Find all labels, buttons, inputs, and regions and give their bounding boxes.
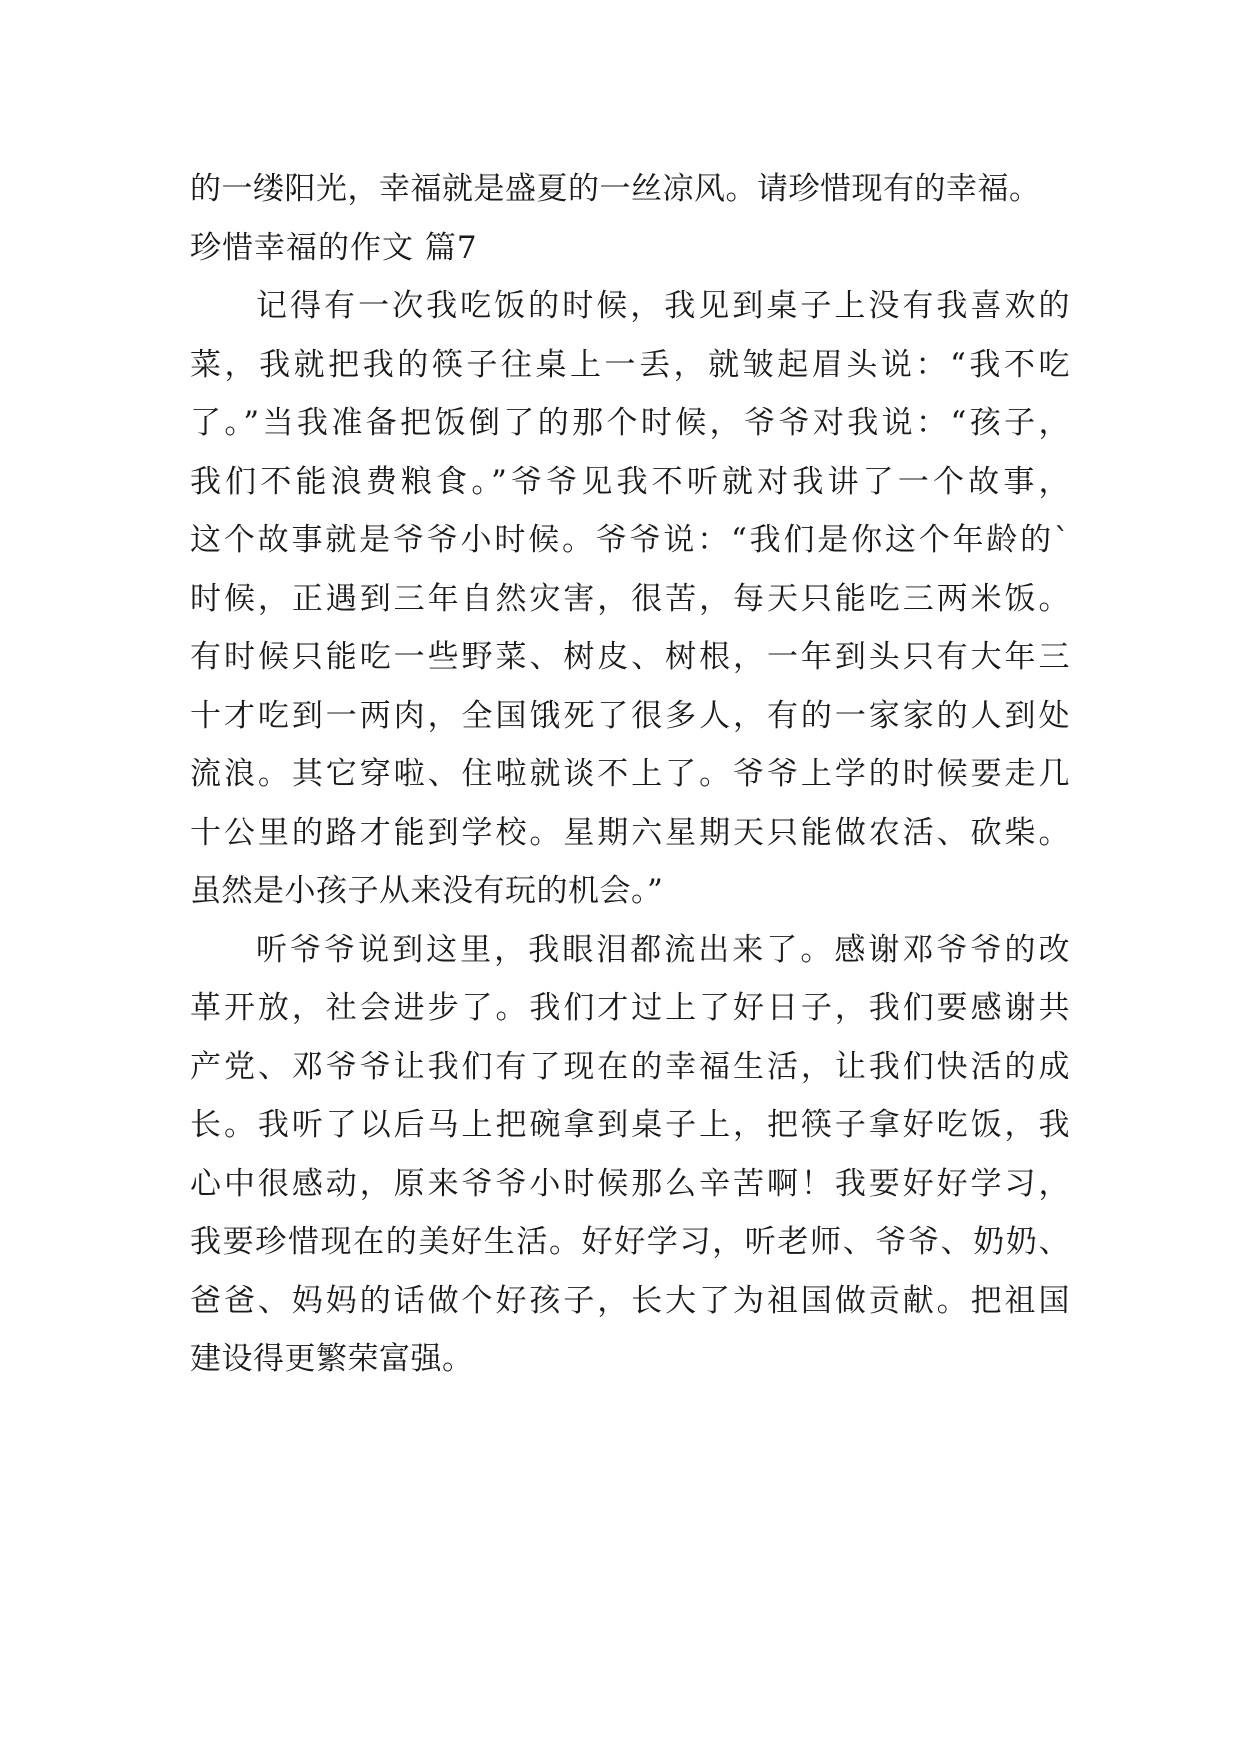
paragraph-line: 虽然是小孩子从来没有玩的机会。” xyxy=(190,873,664,909)
paragraph-line: 听爷爷说到这里，我眼泪都流出来了。感谢邓爷爷的改 xyxy=(256,931,1070,968)
paragraph-line: 我们不能浪费粮食。”爷爷见我不听就对我讲了一个故事， xyxy=(190,463,1070,500)
paragraph-line: 建设得更繁荣富强。 xyxy=(190,1341,474,1377)
paragraph-line: 爸爸、妈妈的话做个好孩子，长大了为祖国做贡献。把祖国 xyxy=(190,1282,1070,1319)
document-body xyxy=(190,160,1070,1389)
paragraph-line: 长。我听了以后马上把碗拿到桌子上，把筷子拿好吃饭，我 xyxy=(190,1107,1070,1143)
paragraph-line: 时候，正遇到三年自然灾害，很苦，每天只能吃三两米饭。 xyxy=(190,580,1070,617)
paragraph-line: 十公里的路才能到学校。星期六星期天只能做农活、砍柴。 xyxy=(190,814,1070,851)
paragraph-line: 的一缕阳光，幸福就是盛夏的一丝凉风。请珍惜现有的幸福。 xyxy=(190,171,1041,207)
paragraph-line: 了。”当我准备把饭倒了的那个时候，爷爷对我说：“孩子， xyxy=(190,405,1070,441)
intro-paragraph xyxy=(190,160,1070,219)
paragraph-line: 我要珍惜现在的美好生活。好好学习，听老师、爷爷、奶奶、 xyxy=(190,1224,1070,1260)
paragraph-line: 这个故事就是爷爷小时候。爷爷说：“我们是你这个年龄的` xyxy=(190,522,1070,558)
paragraph-line: 流浪。其它穿啦、住啦就谈不上了。爷爷上学的时候要走几 xyxy=(190,756,1070,792)
paragraph-line: 心中很感动，原来爷爷小时候那么辛苦啊！我要好好学习， xyxy=(190,1165,1070,1202)
section-heading: 珍惜幸福的作文 篇7 xyxy=(190,229,478,266)
paragraph-line: 革开放，社会进步了。我们才过上了好日子，我们要感谢共 xyxy=(190,990,1070,1026)
paragraph-line: 产党、邓爷爷让我们有了现在的幸福生活，让我们快活的成 xyxy=(190,1048,1070,1085)
paragraph-1 xyxy=(190,277,1070,921)
paragraph-line: 菜，我就把我的筷子往桌上一丢，就皱起眉头说：“我不吃 xyxy=(190,346,1070,383)
paragraph-line: 十才吃到一两肉，全国饿死了很多人，有的一家家的人到处 xyxy=(190,697,1070,734)
paragraph-2 xyxy=(190,921,1070,1389)
paragraph-line: 记得有一次我吃饭的时候，我见到桌子上没有我喜欢的 xyxy=(256,288,1070,324)
paragraph-line: 有时候只能吃一些野菜、树皮、树根，一年到头只有大年三 xyxy=(190,639,1070,675)
